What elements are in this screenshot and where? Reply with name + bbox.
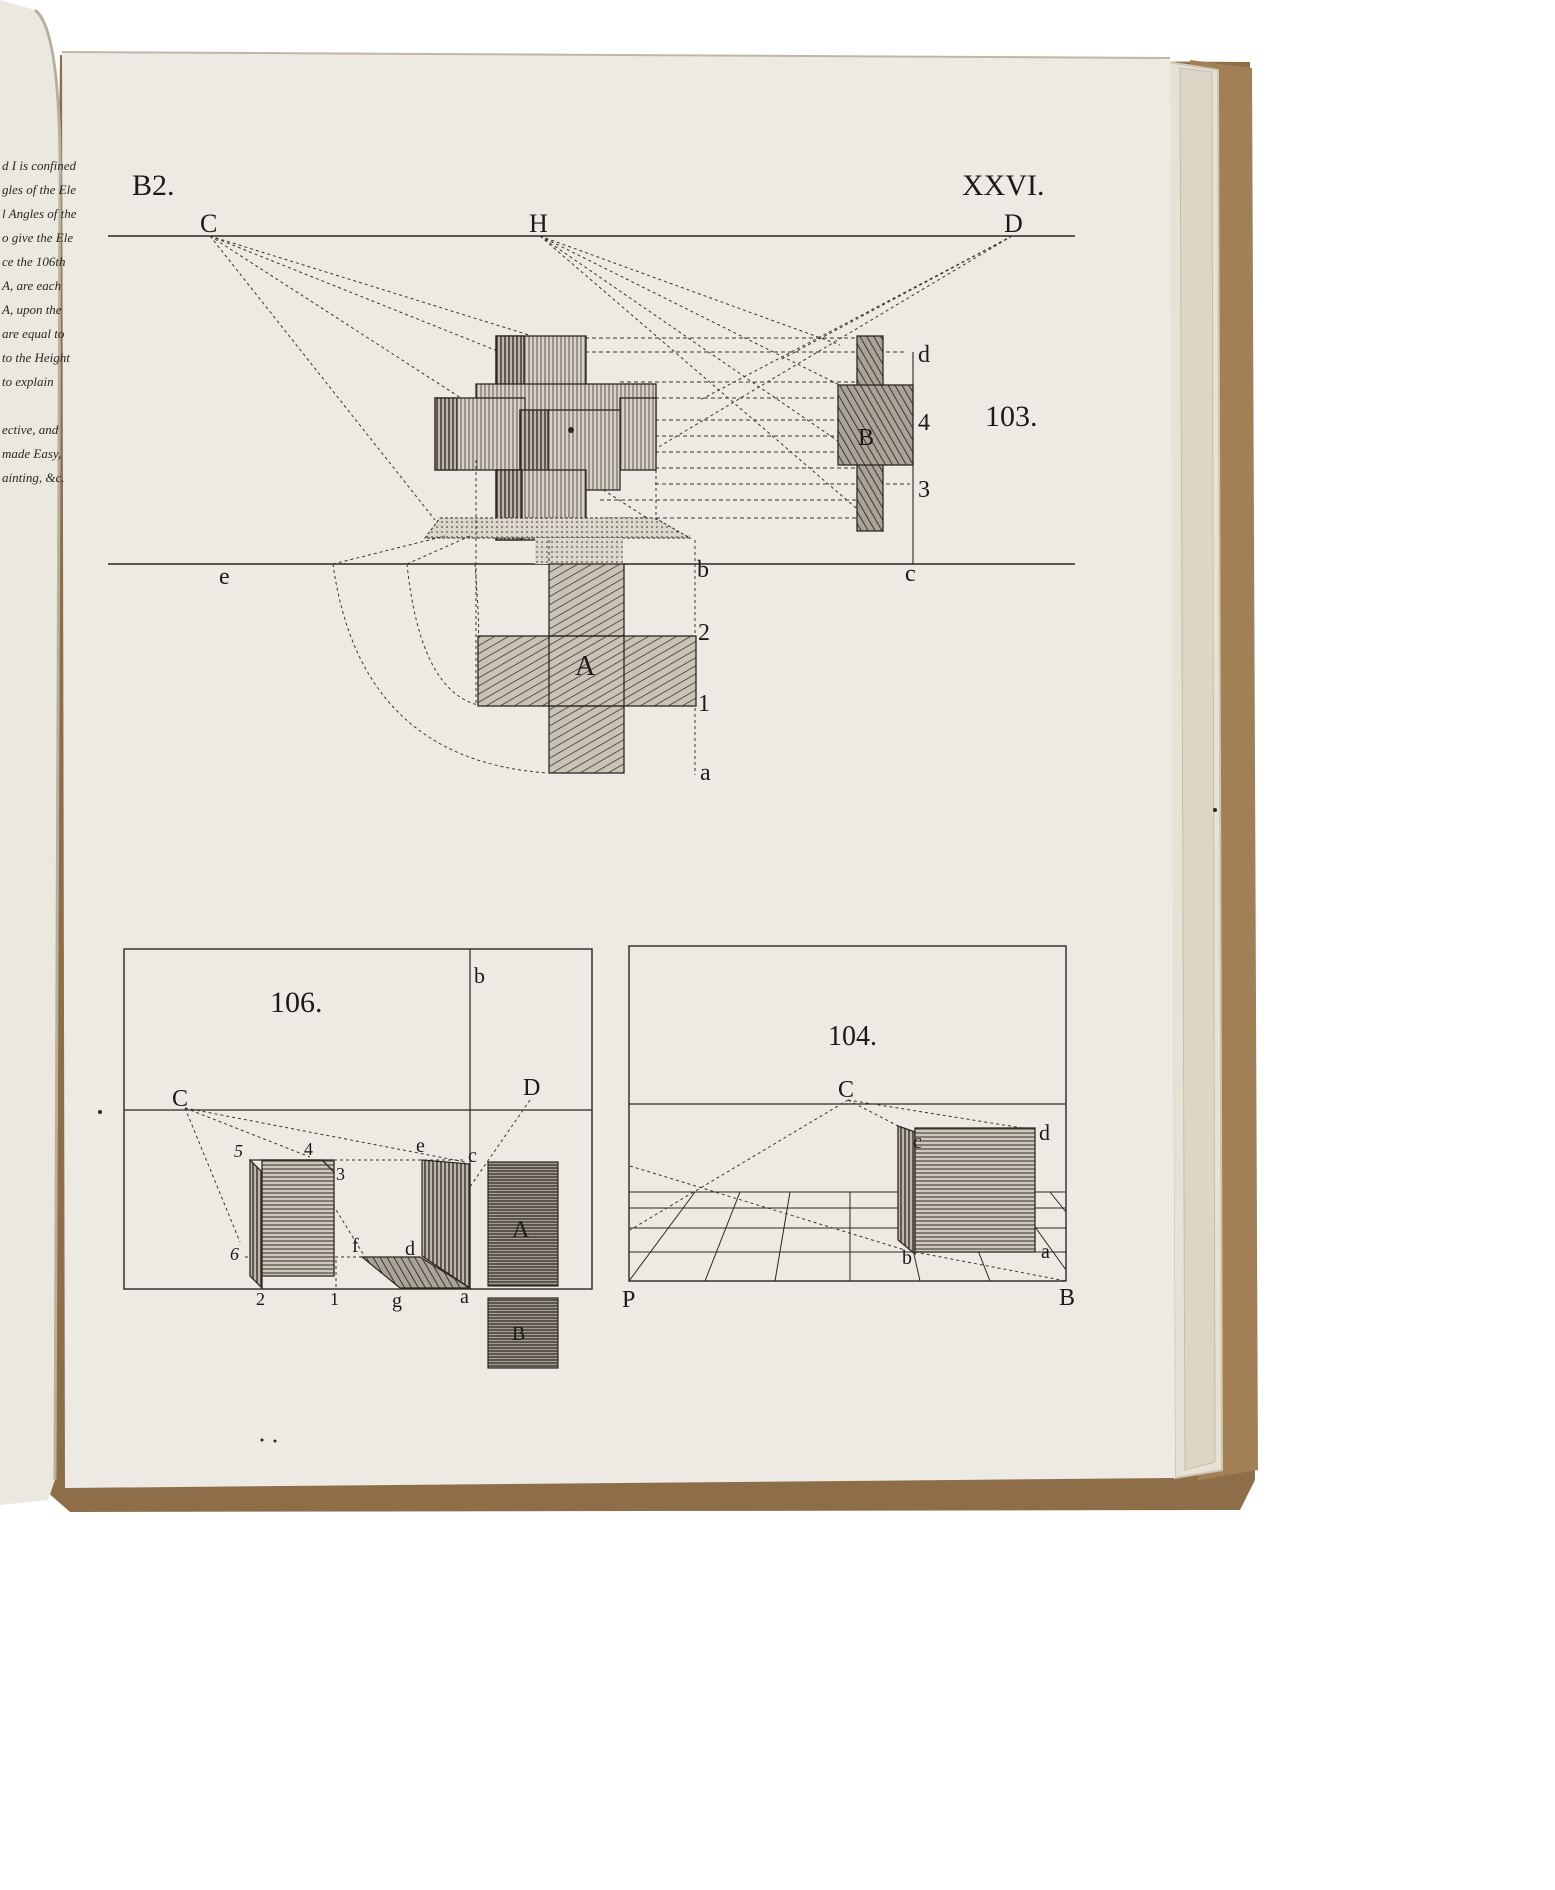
point-label: 2 (256, 1289, 265, 1309)
point-label: e (416, 1135, 425, 1157)
plan-label: A (575, 651, 596, 682)
point-label: d (1039, 1120, 1050, 1145)
plate-section: B2. (132, 169, 175, 202)
margin-line: are equal to (2, 326, 65, 341)
left-page (0, 0, 60, 1505)
point-label: C (838, 1077, 855, 1103)
cube (250, 1160, 334, 1288)
point-label: 5 (234, 1141, 243, 1161)
point-label: 3 (336, 1164, 345, 1184)
margin-line: d I is confined (2, 158, 77, 173)
figure-number: 103. (985, 400, 1038, 433)
plan-mark: 2 (698, 620, 710, 646)
point-label: c (905, 561, 916, 587)
margin-line: A, upon the (2, 302, 62, 317)
point-label: P (622, 1287, 636, 1313)
point-label: 6 (230, 1244, 239, 1264)
margin-line: l Angles of the (2, 206, 77, 221)
margin-line: A, are each (2, 278, 62, 293)
figure-number: 106. (270, 986, 323, 1019)
point-label: c (913, 1131, 922, 1153)
margin-line: gles of the Ele (2, 182, 77, 197)
point-label: a (460, 1286, 469, 1308)
point-label: C (200, 209, 218, 238)
margin-line: to explain (2, 374, 54, 389)
square-label: A (512, 1217, 530, 1243)
point-label: 1 (330, 1289, 339, 1309)
square-label: B (512, 1323, 526, 1345)
margin-line: to the Height (2, 350, 70, 365)
height-mark: 4 (918, 410, 930, 436)
height-mark: d (918, 342, 930, 368)
point-label: D (523, 1075, 541, 1101)
margin-line: ainting, &c. (2, 470, 65, 485)
point-label: b (697, 557, 709, 583)
point-label: c (468, 1145, 477, 1167)
plan-mark: a (700, 760, 711, 786)
point-label: e (219, 564, 230, 590)
point-label: D (1004, 209, 1023, 238)
point-label: 4 (304, 1139, 313, 1159)
point-label: d (405, 1238, 415, 1260)
point-label: f (352, 1235, 359, 1257)
margin-line: ce the 106th (2, 254, 66, 269)
point-label: B (1059, 1285, 1076, 1311)
height-mark: 3 (918, 477, 930, 503)
point-label: C (172, 1086, 189, 1112)
margin-line: made Easy, (2, 446, 62, 461)
point-label: g (392, 1290, 402, 1312)
figure-number: 104. (828, 1021, 877, 1052)
plan-mark: 1 (698, 691, 710, 717)
point-label: a (1041, 1241, 1050, 1263)
point-label: H (529, 209, 548, 238)
point-label: b (474, 963, 485, 988)
margin-line: ective, and (2, 422, 59, 437)
margin-line: o give the Ele (2, 230, 74, 245)
point-label: b (902, 1247, 912, 1269)
elevation-label: B (858, 425, 875, 451)
plate-number: XXVI. (962, 169, 1045, 202)
